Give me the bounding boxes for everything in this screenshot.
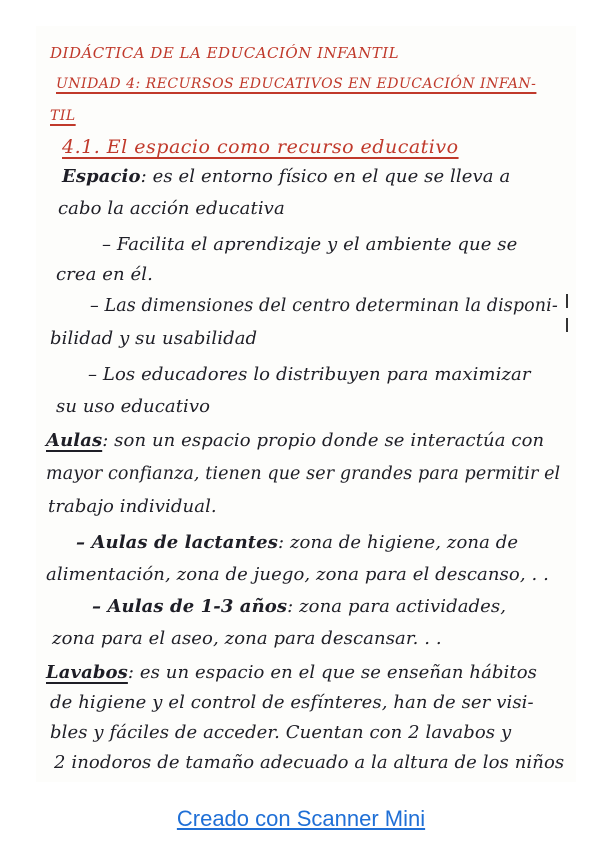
page-edge-mark [566,294,568,308]
note-line: bilidad y su usabilidad [50,328,258,349]
note-line: Aulas: son un espacio propio donde se interactúa con [46,430,545,451]
note-line: – Aulas de 1-3 años: zona para actividades, [92,596,507,617]
note-line: crea en él. [56,264,153,285]
unit-title-line1: UNIDAD 4: RECURSOS EDUCATIVOS EN EDUCACIÓN INFAN- [56,76,537,92]
note-line: de higiene y el control de esfínteres, han de ser visi- [50,692,534,713]
page-edge-mark [566,318,568,332]
document-title: DIDÁCTICA DE LA EDUCACIÓN INFANTIL [50,44,400,62]
term-aulas-1-3: – Aulas de 1-3 años [92,596,288,617]
note-line: Lavabos: es un espacio en el que se enseñan hábitos [46,662,538,683]
note-line: 2 inodoros de tamaño adecuado a la altura de los niños [54,752,565,773]
unit-title-line2: TIL [50,108,76,124]
note-line: bles y fáciles de acceder. Cuentan con 2 lavabos y [50,722,512,743]
note-line: – Las dimensiones del centro determinan la disponi- [90,296,558,316]
note-line: – Aulas de lactantes: zona de higiene, zona de [76,532,519,553]
note-line: – Facilita el aprendizaje y el ambiente que se [102,234,518,255]
scanned-notes-sheet [36,26,576,782]
note-line: mayor confianza, tienen que ser grandes para permitir el [46,464,561,484]
note-line: – Los educadores lo distribuyen para maximizar [88,364,531,385]
term-lavabos: Lavabos [46,662,128,683]
note-line: zona para el aseo, zona para descansar. . . [52,628,442,649]
note-line: cabo la acción educativa [58,198,285,219]
note-line: alimentación, zona de juego, zona para el descanso, . . [46,564,549,585]
scanner-mini-link[interactable]: Creado con Scanner Mini [176,806,426,831]
note-line: trabajo individual. [48,496,217,517]
note-line: Espacio: es el entorno físico en el que se lleva a [62,166,511,187]
note-line: su uso educativo [56,396,211,417]
section-heading: 4.1. El espacio como recurso educativo [62,136,459,158]
term-aulas-lactantes: – Aulas de lactantes [76,532,278,553]
term-aulas: Aulas [46,430,103,451]
term-espacio: Espacio [62,166,141,187]
